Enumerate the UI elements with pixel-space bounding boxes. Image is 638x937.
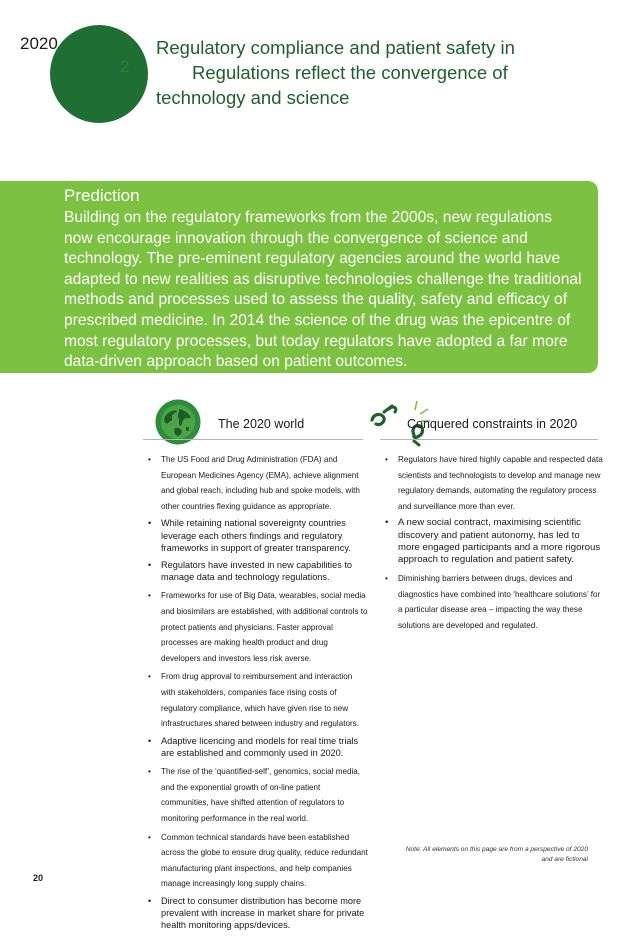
- title-line-1: Regulatory compliance and patient safety in: [156, 37, 515, 58]
- year-badge: [50, 25, 148, 123]
- world-list: [146, 452, 368, 937]
- list-item: • The rise of the ‘quantified-self’, genomics, social media, and the exponential growth of on-line patient communities, have shifted attention of regulators to monitoring performance in the real world.: [146, 764, 368, 826]
- constraints-heading: Conquered constraints in 2020: [407, 417, 578, 431]
- list-item: • Regulators have hired highly capable and respected data scientists and technologists to develop and manage new regulatory demands, automating the regulatory process and surveillance more than ever.: [383, 452, 603, 514]
- list-item: • Frameworks for use of Big Data, wearables, social media and biosimilars are established, with additional controls to protect patients and physicians. Faster approval processes are making health product and drug developers and investors less risk averse.: [146, 588, 368, 666]
- list-item: • A new social contract, maximising scientific discovery and patient autonomy, has led to more engaged participants and a more rigorous approach to regulation and patient safety.: [383, 517, 603, 566]
- world-heading: The 2020 world: [218, 417, 305, 431]
- title-line-3: technology and science: [156, 87, 350, 108]
- constraints-divider: [380, 439, 598, 440]
- constraints-list: [383, 452, 603, 637]
- list-item: • Regulators have invested in new capabilities to manage data and technology regulations.: [146, 559, 368, 583]
- badge-year: 2020: [20, 34, 58, 53]
- prediction-panel: [0, 181, 598, 373]
- prediction-body: Building on the regulatory frameworks from the 2000s, new regulations now encourage innovation through the convergence of science and technology. The pre-eminent regulatory agencies around the world have adapted to new realities as disruptive technologies challenge the traditional methods and processes used to assess the quality, safety and efficacy of prescribed medicine. In 2014 the science of the drug was the epicentre of most regulatory processes, but today regulators have adopted a far more data-driven approach based on patient outcomes.: [64, 209, 582, 371]
- fiction-note: Note: All elements on this page are from a perspective of 2020 and are fictional: [405, 846, 588, 863]
- list-item: • From drug approval to reimbursement and interaction with stakeholders, companies face rising costs of regulatory compliance, which have given rise to new infrastructures shared between industry and regulators.: [146, 669, 368, 731]
- list-item: • Diminishing barriers between drugs, devices and diagnostics have combined into ‘healthcare solutions’ for a particular disease area – impacting the way these solutions are developed and regulated.: [383, 571, 603, 633]
- list-item: • Common technical standards have been established across the globe to ensure drug quality, reduce redundant manufacturing plant inspections, and help companies manage increasingly long supply chains.: [146, 830, 368, 892]
- page-number: 20: [33, 873, 44, 883]
- page-title: [156, 35, 626, 110]
- prediction-heading: Prediction: [64, 186, 140, 205]
- list-item: • Direct to consumer distribution has become more prevalent with increase in market share for private health monitoring apps/devices.: [146, 895, 368, 932]
- badge-suffix: 2: [120, 57, 130, 76]
- title-line-2: Regulations reflect the convergence of: [192, 62, 508, 83]
- list-item: • While retaining national sovereignty countries leverage each others findings and regulatory frameworks in support of greater transparency.: [146, 517, 368, 554]
- world-divider: [143, 439, 363, 440]
- list-item: • The US Food and Drug Administration (FDA) and European Medicines Agency (EMA), achieve alignment and global reach, including hub and spoke models, with other countries flexing guidance as appropriate.: [146, 452, 368, 514]
- list-item: • Adaptive licencing and models for real time trials are established and commonly used in 2020.: [146, 735, 368, 759]
